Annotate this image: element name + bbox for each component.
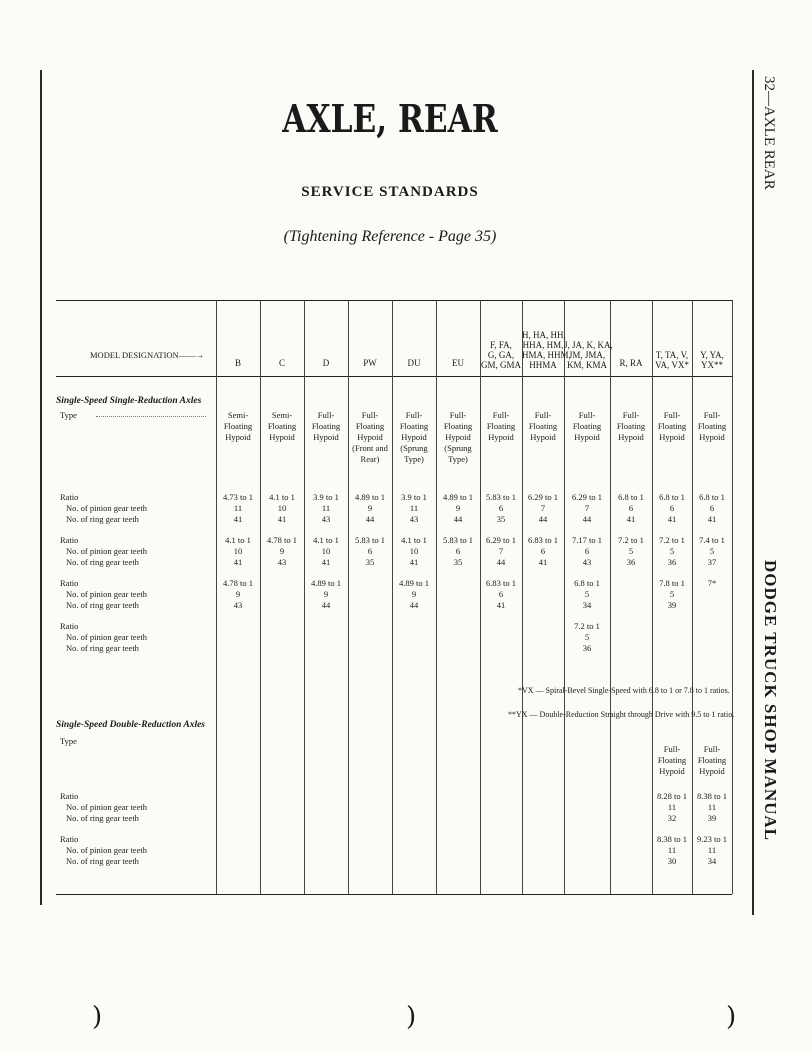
table-cell: 4.1 to 1 [313,535,339,545]
table-cell: 6.29 to 1 [486,535,516,545]
table-cell: 32 [667,813,677,823]
table-cell: 8.28 to 1 [657,791,687,801]
side-footer-text: DODGE TRUCK SHOP MANUAL [761,560,780,842]
column-rule [610,300,611,894]
table-cell: 3.9 to 1 [401,492,427,502]
table-cell: 9 [411,589,417,599]
table-cell: 41 [707,514,717,524]
table-cell: 43 [233,600,243,610]
table-cell: 6 [584,546,590,556]
page-title: AXLE, REAR [282,96,498,141]
section-title-single-reduction: Single-Speed Single-Reduction Axles [56,396,202,406]
row-label: No. of pinion gear teeth [66,589,147,599]
table-cell: 6.29 to 1 [528,492,558,502]
left-margin-rule [40,70,42,905]
table-cell: Full- Floating Hypoid [657,744,687,776]
table-cell: 36 [626,557,636,567]
table-cell: Full- Floating Hypoid [572,410,602,442]
table-cell: 6 [498,589,504,599]
column-header: Y, YA, YX** [700,350,724,370]
row-label-type: Type [60,736,77,746]
row-label: Ratio [60,791,79,801]
table-cell: 9 [323,589,329,599]
table-bottom-rule [56,894,732,895]
table-cell: 11 [667,845,677,855]
row-label: No. of ring gear teeth [66,514,139,524]
column-header: B [234,358,241,368]
tightening-reference: (Tightening Reference - Page 35) [283,228,497,245]
table-cell: 7.8 to 1 [659,578,685,588]
table-cell: 7.2 to 1 [574,621,600,631]
table-cell: 4.78 to 1 [267,535,297,545]
table-cell: 11 [321,503,331,513]
side-header [760,76,794,236]
table-cell: 44 [453,514,463,524]
table-cell: 5.83 to 1 [486,492,516,502]
table-top-rule [56,300,732,301]
table-cell: 41 [233,514,243,524]
table-cell: 5 [584,589,590,599]
row-label: No. of pinion gear teeth [66,802,147,812]
table-cell: 41 [538,557,548,567]
column-header: H, HA, HH, HHA, HM, HMA, HHM, HHMA [522,330,571,370]
table-cell: Full- Floating Hypoid [528,410,558,442]
table-cell: 9 [455,503,461,513]
table-cell: 6 [540,546,546,556]
side-header-text: 32—AXLE REAR [761,76,777,190]
table-cell: 9 [279,546,285,556]
table-cell: 4.1 to 1 [225,535,251,545]
table-cell: 43 [321,514,331,524]
table-cell: 5 [669,589,675,599]
table-cell: 11 [667,802,677,812]
table-cell: 43 [409,514,419,524]
table-cell: 3.9 to 1 [313,492,339,502]
table-cell: 35 [496,514,506,524]
table-cell: 6 [709,503,715,513]
table-cell: 37 [707,557,717,567]
table-cell: Full- Floating Hypoid [697,744,727,776]
table-cell: 7 [540,503,546,513]
table-cell: Full- Floating Hypoid [486,410,516,442]
table-cell: Semi- Floating Hypoid [267,410,297,442]
table-cell: 41 [667,514,677,524]
row-label: No. of pinion gear teeth [66,845,147,855]
page-subtitle: SERVICE STANDARDS [301,184,479,200]
table-cell: 7.4 to 1 [699,535,725,545]
table-cell: Full- Floating Hypoid [311,410,341,442]
table-cell: 36 [582,643,592,653]
table-cell: 39 [707,813,717,823]
table-cell: 4.89 to 1 [443,492,473,502]
table-cell: 44 [365,514,375,524]
column-rule [522,300,523,894]
table-cell: 6 [498,503,504,513]
table-cell: 11 [707,802,717,812]
table-cell: Full- Floating Hypoid (Sprung Type) [443,410,473,464]
column-rule [732,300,733,894]
row-label: No. of pinion gear teeth [66,632,147,642]
table-cell: Full- Floating Hypoid (Sprung Type) [399,410,429,464]
table-cell: 4.78 to 1 [223,578,253,588]
table-cell: 34 [707,856,717,866]
table-cell: 6.29 to 1 [572,492,602,502]
table-cell: 4.89 to 1 [355,492,385,502]
column-header: R, RA [619,358,643,368]
table-cell: 5 [669,546,675,556]
row-label: No. of pinion gear teeth [66,546,147,556]
table-cell: Full- Floating Hypoid [616,410,646,442]
table-cell: 44 [321,600,331,610]
table-cell: 39 [667,600,677,610]
table-cell: 6.8 to 1 [699,492,725,502]
row-label: Ratio [60,492,79,502]
table-cell: 43 [582,557,592,567]
table-cell: 41 [626,514,636,524]
table-cell: Full- Floating Hypoid [657,410,687,442]
service-standards-table [56,300,735,895]
table-cell: 6 [669,503,675,513]
row-label: No. of ring gear teeth [66,643,139,653]
table-cell: 11 [233,503,243,513]
row-label-type: Type [60,410,77,420]
table-cell: 6 [455,546,461,556]
table-cell: 43 [277,557,287,567]
table-cell: 41 [409,557,419,567]
table-cell: Full- Floating Hypoid [697,410,727,442]
model-designation-label: MODEL DESIGNATION——→ [90,350,205,360]
leader-dots [96,410,206,417]
table-cell: 10 [233,546,243,556]
table-cell: 10 [277,503,287,513]
column-header: DU [407,358,421,368]
column-header: PW [363,358,377,368]
section-title-double-reduction: Single-Speed Double-Reduction Axles [56,720,206,730]
table-cell: Full- Floating Hypoid (Front and Rear) [352,410,388,464]
table-cell: 35 [453,557,463,567]
table-cell: 35 [365,557,375,567]
table-cell: 44 [496,557,506,567]
column-header: F, FA, G, GA, GM, GMA [480,340,521,370]
column-header: T, TA, V, VA, VX* [655,350,689,370]
table-cell: 36 [667,557,677,567]
header-bottom-rule [56,376,732,377]
table-cell: 4.89 to 1 [311,578,341,588]
row-label: Ratio [60,834,79,844]
row-label: No. of pinion gear teeth [66,503,147,513]
table-cell: 4.73 to 1 [223,492,253,502]
table-cell: 9.23 to 1 [697,834,727,844]
table-cell: 5 [709,546,715,556]
column-rule [260,300,261,894]
table-cell: Semi- Floating Hypoid [223,410,253,442]
column-rule [436,300,437,894]
table-cell: 8.38 to 1 [657,834,687,844]
table-cell: 41 [233,557,243,567]
table-cell: 6.83 to 1 [486,578,516,588]
footnote-yx: **YX — Double-Reduction Straight through Drive with 9.5 to 1 ratio. [508,710,735,719]
table-cell: 9 [235,589,241,599]
table-cell: 7 [498,546,504,556]
table-cell: 6.8 to 1 [659,492,685,502]
table-cell: 7.2 to 1 [659,535,685,545]
column-header: J, JA, K, KA, JM, JMA, KM, KMA [564,340,613,370]
row-label: Ratio [60,621,79,631]
column-header: C [278,358,285,368]
side-footer [760,560,794,940]
row-label: Ratio [60,535,79,545]
table-cell: 44 [538,514,548,524]
table-cell: 7 [584,503,590,513]
table-cell: 41 [277,514,287,524]
table-cell: 5 [628,546,634,556]
table-cell: 6 [367,546,373,556]
binding-mark-right: ) [726,1002,737,1032]
table-cell: 6.8 to 1 [574,578,600,588]
table-cell: 7.17 to 1 [572,535,602,545]
table-cell: 5.83 to 1 [355,535,385,545]
row-label: No. of ring gear teeth [66,600,139,610]
table-cell: 9 [367,503,373,513]
table-cell: 6.8 to 1 [618,492,644,502]
table-cell: 44 [582,514,592,524]
table-cell: 6.83 to 1 [528,535,558,545]
table-cell: 11 [707,845,717,855]
table-cell: 41 [496,600,506,610]
table-cell: 4.89 to 1 [399,578,429,588]
table-cell: 8.38 to 1 [697,791,727,801]
table-cell: 10 [409,546,419,556]
table-cell: 34 [582,600,592,610]
table-cell: 7.2 to 1 [618,535,644,545]
row-label: No. of ring gear teeth [66,856,139,866]
table-cell: 10 [321,546,331,556]
binding-mark-left: ) [92,1002,103,1032]
table-cell: 30 [667,856,677,866]
column-header: EU [452,358,464,368]
table-cell: 4.1 to 1 [401,535,427,545]
column-rule [348,300,349,894]
row-label: No. of ring gear teeth [66,813,139,823]
row-label: No. of ring gear teeth [66,557,139,567]
footnote-vx: *VX — Spiral-Bevel Single-Speed with 6.8 to 1 or 7.8 to 1 ratios. [518,686,730,695]
table-cell: 41 [321,557,331,567]
binding-mark-center: ) [406,1002,417,1032]
right-margin-rule [752,70,754,915]
table-cell: 44 [409,600,419,610]
table-cell: 11 [409,503,419,513]
table-cell: 6 [628,503,634,513]
table-cell: 4.1 to 1 [269,492,295,502]
table-cell: 7* [707,578,717,588]
column-header: D [322,358,330,368]
table-cell: 5 [584,632,590,642]
table-cell: 5.83 to 1 [443,535,473,545]
row-label: Ratio [60,578,79,588]
